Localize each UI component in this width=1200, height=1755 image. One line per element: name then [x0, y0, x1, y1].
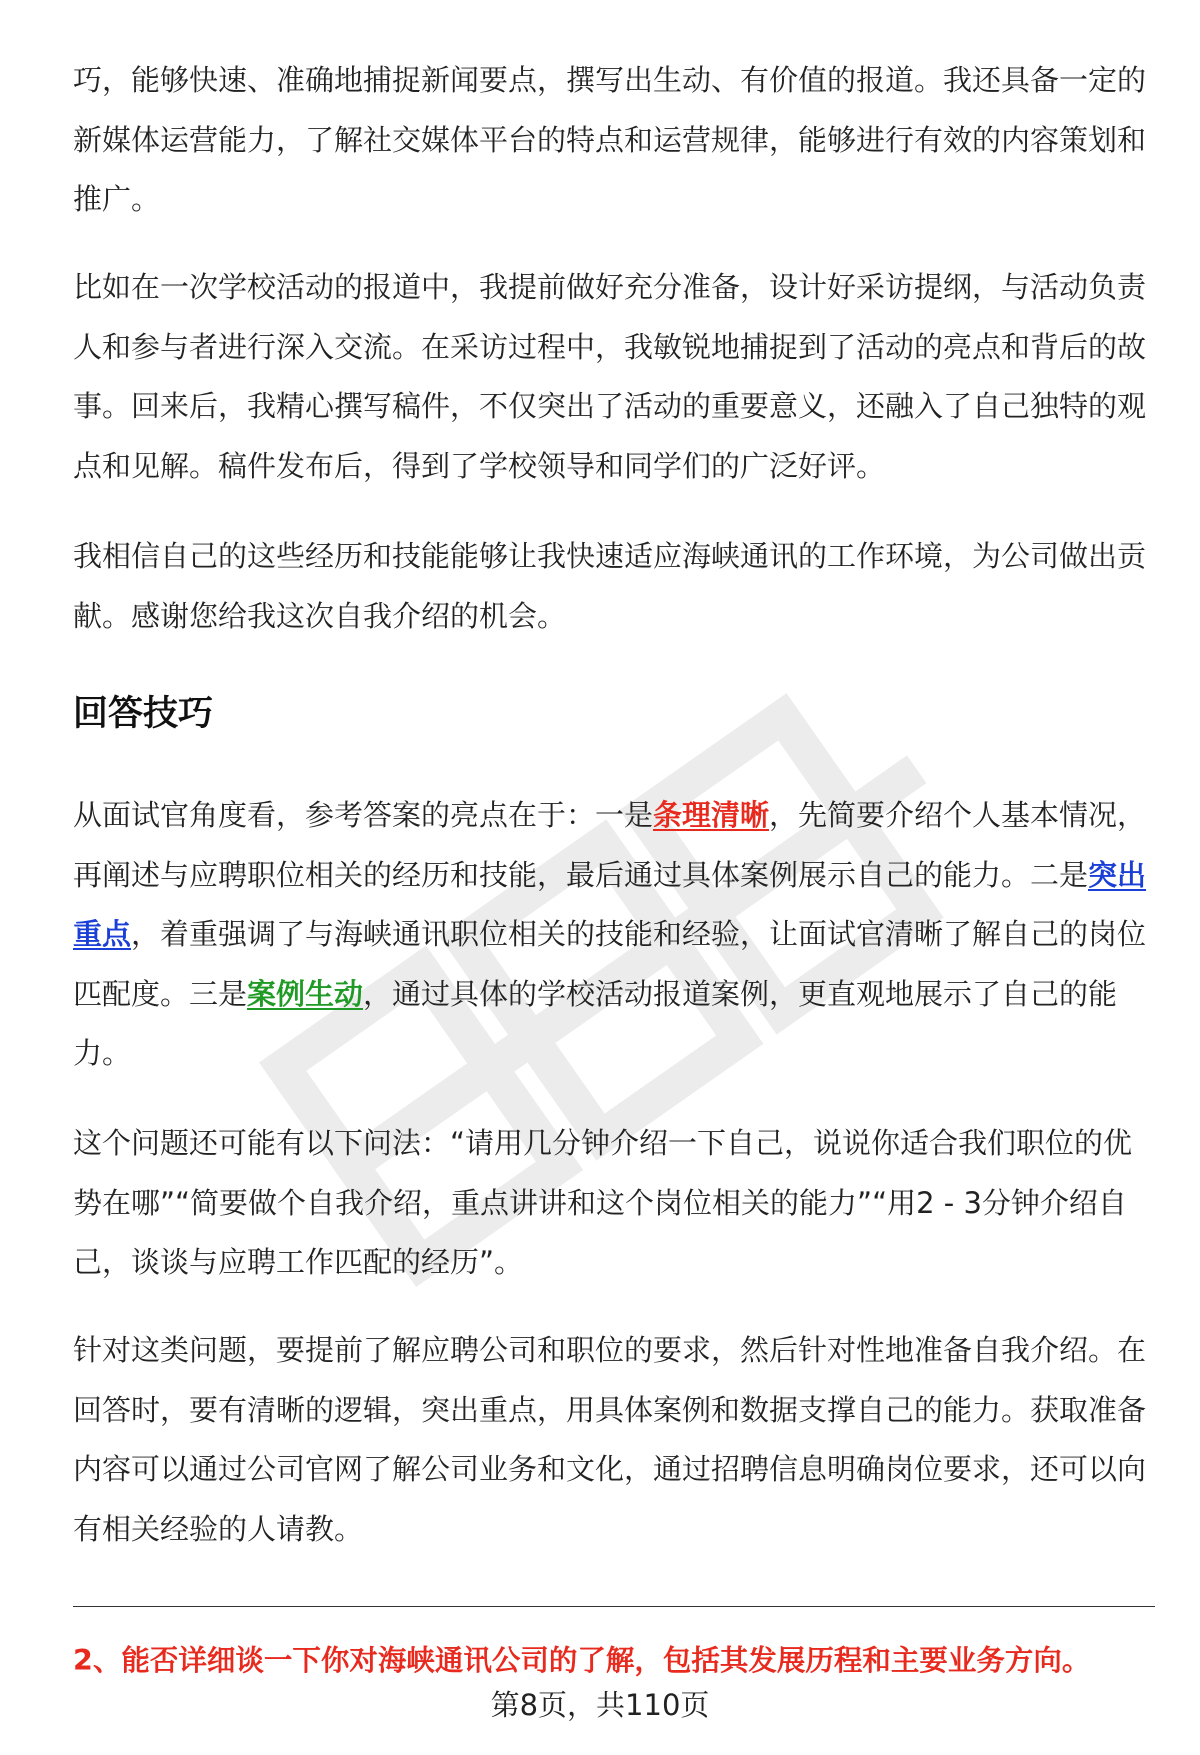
highlight-vivid-case: 案例生动	[247, 976, 364, 1011]
paragraph-skills: 巧，能够快速、准确地捕捉新闻要点，撰写出生动、有价值的报道。我还具备一定的新媒体运营能力，了解社交媒体平台的特点和运营规律，能够进行有效的内容策划和推广。	[73, 63, 1147, 216]
next-question: 2、能否详细谈一下你对海峡通讯公司的了解，包括其发展历程和主要业务方向。	[73, 1644, 1091, 1677]
paragraph-alt-questions: 这个问题还可能有以下问法：“请用几分钟介绍一下自己，说说你适合我们职位的优势在哪”“简要做个自我介绍，重点讲讲和这个岗位相关的能力”“用2 - 3分钟介绍自己，谈谈与应聘工作匹配的经历”。	[73, 1126, 1133, 1279]
page-footer: 第8页，共110页	[490, 1688, 710, 1722]
paragraph-tips	[73, 786, 1155, 1084]
paragraph-advice: 针对这类问题，要提前了解应聘公司和职位的要求，然后针对性地准备自我介绍。在回答时，要有清晰的逻辑，突出重点，用具体案例和数据支撑自己的能力。获取准备内容可以通过公司官网了解公司业务和文化，通过招聘信息明确岗位要求，还可以向有相关经验的人请教。	[73, 1333, 1147, 1546]
tips-text: ，着重强调了与海峡通讯职位相关的技能和经验，让面试官清晰了解自己的岗位匹配度。三是	[73, 917, 1147, 1011]
divider-line	[73, 1606, 1155, 1607]
highlight-organized: 条理清晰	[653, 798, 770, 832]
tips-text: 从面试官角度看，参考答案的亮点在于：一是	[73, 798, 654, 832]
tips-text: ，先简要介绍个人基本情况，再阐述与应聘职位相关的经历和技能，最后通过具体案例展示自己的能力。二是	[73, 798, 1147, 892]
document-page	[73, 0, 1155, 1755]
paragraph-closing: 我相信自己的这些经历和技能能够让我快速适应海峡通讯的工作环境，为公司做出贡献。感谢您给我这次自我介绍的机会。	[73, 539, 1147, 633]
tips-text: ，通过具体的学校活动报道案例，更直观地展示了自己的能力。	[73, 976, 1118, 1070]
paragraph-example: 比如在一次学校活动的报道中，我提前做好充分准备，设计好采访提纲，与活动负责人和参与者进行深入交流。在采访过程中，我敏锐地捕捉到了活动的亮点和背后的故事。回来后，我精心撰写稿件，不仅突出了活动的重要意义，还融入了自己独特的观点和见解。稿件发布后，得到了学校领导和同学们的广泛好评。	[73, 270, 1147, 483]
section-heading: 回答技巧	[73, 694, 214, 734]
highlight-key-points: 突出重点	[73, 857, 1147, 951]
